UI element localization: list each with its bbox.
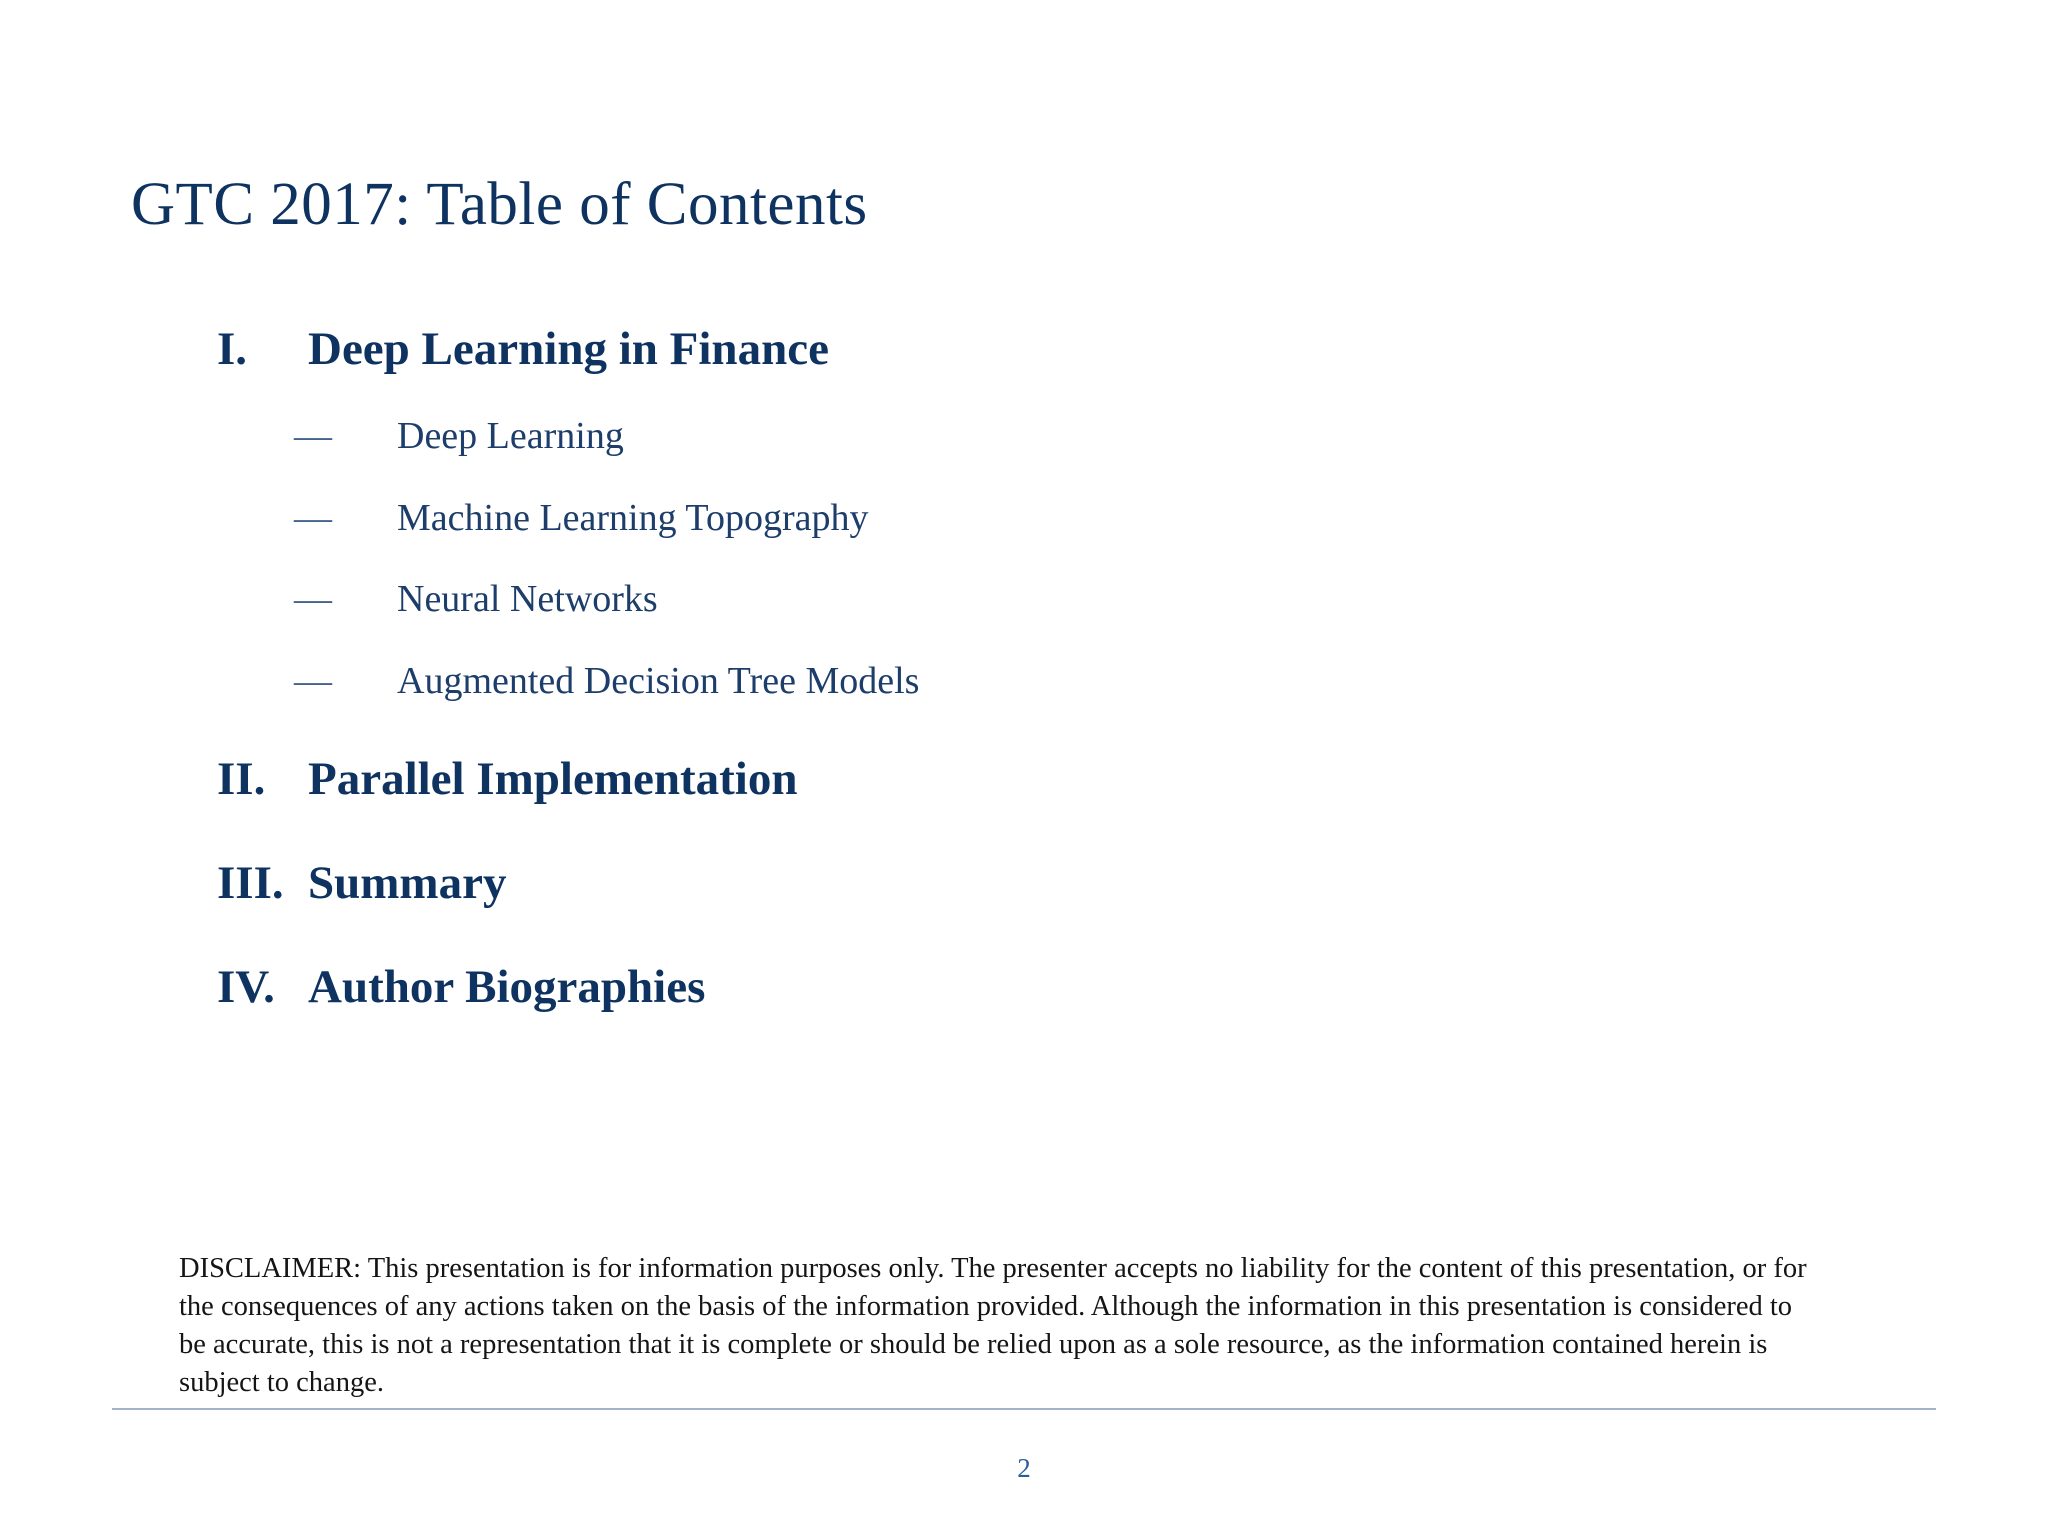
- footer-divider: [112, 1408, 1936, 1410]
- subsection-item: [294, 414, 624, 458]
- subsection-label: Augmented Decision Tree Models: [397, 660, 920, 702]
- section-number: II.: [217, 753, 266, 805]
- section-4: [217, 960, 705, 1014]
- subsection-label: Neural Networks: [397, 578, 658, 620]
- section-number: III.: [217, 857, 284, 909]
- subsection-label: Deep Learning: [397, 415, 624, 457]
- section-number: I.: [217, 323, 248, 375]
- section-3: [217, 856, 506, 910]
- subsection-item: [294, 496, 869, 540]
- dash-bullet: —: [294, 660, 332, 702]
- section-label: Summary: [308, 857, 507, 909]
- subsection-item: [294, 577, 658, 621]
- section-number: IV.: [217, 961, 275, 1013]
- section-label: Author Biographies: [308, 961, 706, 1013]
- dash-bullet: —: [294, 497, 332, 539]
- dash-bullet: —: [294, 578, 332, 620]
- disclaimer-text: DISCLAIMER: This presentation is for information purposes only. The presenter accepts no liability for the content of this presentation, or for the consequences of any actions taken on the basis of the information provided. Although the information in this presentation is considered to be accurate, this is not a representation that it is complete or should be relied upon as a sole resource, as the information contained herein is subject to change.: [179, 1253, 1807, 1398]
- section-label: Parallel Implementation: [308, 753, 798, 805]
- subsection-label: Machine Learning Topography: [397, 497, 869, 539]
- section-label: Deep Learning in Finance: [308, 323, 829, 375]
- section-1: [217, 322, 829, 376]
- page-number: 2: [1017, 1453, 1031, 1483]
- section-2: [217, 752, 798, 806]
- slide-title: GTC 2017: Table of Contents: [131, 171, 868, 238]
- subsection-item: [294, 659, 919, 703]
- dash-bullet: —: [294, 415, 332, 457]
